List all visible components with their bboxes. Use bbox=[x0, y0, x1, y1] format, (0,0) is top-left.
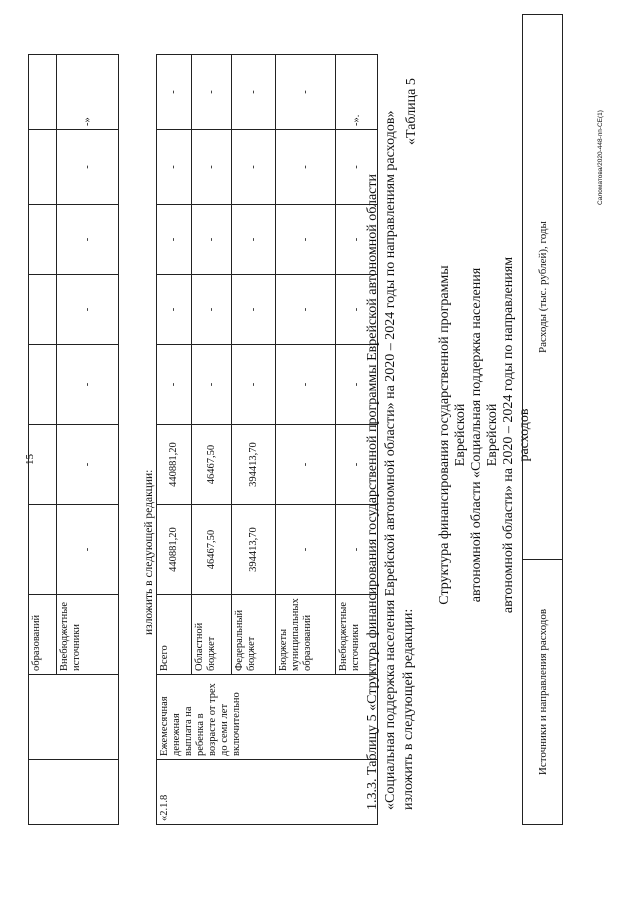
value-cell: 46467,50 bbox=[192, 425, 232, 505]
value-cell: 394413,70 bbox=[232, 425, 276, 505]
amendment-paragraph-line: изложить в следующей редакции: bbox=[401, 608, 416, 810]
value-cell: - bbox=[192, 205, 232, 275]
page-number: 15 bbox=[24, 454, 36, 465]
value-cell: - bbox=[157, 345, 192, 425]
column-header-expenses: Расходы (тыс. рублей), годы bbox=[523, 15, 563, 560]
value-cell: - bbox=[192, 130, 232, 205]
empty-value-cell bbox=[29, 205, 57, 275]
caption-line: Структура финансирования государственной программы Еврейской bbox=[437, 265, 468, 605]
value-cell: - bbox=[157, 205, 192, 275]
value-cell: - bbox=[57, 425, 119, 505]
caption-line: расходов bbox=[517, 408, 532, 462]
value-cell: - bbox=[57, 205, 119, 275]
value-cell: - bbox=[232, 275, 276, 345]
caption-line: автономной области «Социальная поддержка населения Еврейской bbox=[469, 267, 500, 603]
value-cell: - bbox=[276, 345, 336, 425]
value-cell: 440881,20 bbox=[157, 425, 192, 505]
amendment-paragraph-line: «Социальная поддержка населения Еврейской автономной области» на 2020 – 2024 годы по направлениям расходов» bbox=[383, 110, 398, 810]
value-cell: - bbox=[157, 130, 192, 205]
value-cell: - bbox=[57, 345, 119, 425]
amendment-paragraph-line: 1.3.3. Таблицу 5 «Структура финансирования государственной программы Еврейской автономной области bbox=[365, 173, 380, 810]
main-program-table bbox=[156, 54, 378, 825]
value-cell: - bbox=[336, 345, 378, 425]
value-cell: - bbox=[192, 275, 232, 345]
source-label-cell: образований bbox=[29, 595, 57, 675]
empty-value-cell bbox=[29, 505, 57, 595]
value-cell: - bbox=[192, 345, 232, 425]
value-cell: -» bbox=[57, 55, 119, 130]
value-cell: - bbox=[57, 505, 119, 595]
value-cell: - bbox=[232, 55, 276, 130]
table5-header bbox=[522, 14, 563, 825]
value-cell: - bbox=[232, 345, 276, 425]
value-cell: - bbox=[336, 205, 378, 275]
value-cell: - bbox=[336, 275, 378, 345]
empty-value-cell bbox=[29, 130, 57, 205]
value-cell: - bbox=[232, 130, 276, 205]
value-cell: -». bbox=[336, 55, 378, 130]
source-label-cell: Областной бюджет bbox=[192, 595, 232, 675]
empty-value-cell bbox=[29, 275, 57, 345]
source-label-cell: Всего bbox=[157, 595, 192, 675]
source-label-cell: Внебюджетные источники bbox=[57, 595, 119, 675]
empty-code-cell bbox=[29, 760, 119, 825]
value-cell: - bbox=[336, 130, 378, 205]
empty-value-cell bbox=[29, 345, 57, 425]
program-code-cell: «2.1.8 bbox=[157, 760, 378, 825]
value-cell: - bbox=[336, 425, 378, 505]
top-continuation-table bbox=[28, 54, 119, 825]
empty-value-cell bbox=[29, 425, 57, 505]
value-cell: - bbox=[57, 130, 119, 205]
value-cell: - bbox=[276, 505, 336, 595]
empty-name-cell bbox=[29, 675, 119, 760]
document-footer-code: Саломатова/2020-448-пп-СЕ(1) bbox=[597, 110, 604, 205]
value-cell: - bbox=[57, 275, 119, 345]
column-header-sources: Источники и направления расходов bbox=[523, 560, 563, 825]
value-cell: - bbox=[276, 275, 336, 345]
value-cell: - bbox=[232, 205, 276, 275]
value-cell: - bbox=[276, 425, 336, 505]
program-name-cell: Ежемесячная денежная выплата на ребенка в возрасте от трех до семи лет включительно bbox=[157, 675, 378, 760]
source-label-cell: Федеральный бюджет bbox=[232, 595, 276, 675]
value-cell: - bbox=[276, 130, 336, 205]
value-cell: 394413,70 bbox=[232, 505, 276, 595]
table-caption bbox=[437, 245, 533, 625]
source-label-cell: Бюджеты муниципальных образований bbox=[276, 595, 336, 675]
caption-line: автономной области» на 2020 – 2024 годы по направлениям bbox=[501, 256, 516, 614]
value-cell: - bbox=[192, 55, 232, 130]
value-cell: - bbox=[336, 505, 378, 595]
value-cell: - bbox=[276, 205, 336, 275]
source-label-cell: Внебюджетные источники bbox=[336, 595, 378, 675]
empty-value-cell bbox=[29, 55, 57, 130]
section-heading: изложить в следующей редакции: bbox=[143, 469, 155, 635]
value-cell: - bbox=[157, 275, 192, 345]
value-cell: 440881,20 bbox=[157, 505, 192, 595]
value-cell: 46467,50 bbox=[192, 505, 232, 595]
value-cell: - bbox=[157, 55, 192, 130]
value-cell: - bbox=[276, 55, 336, 130]
table-number-label: «Таблица 5 bbox=[404, 78, 419, 145]
